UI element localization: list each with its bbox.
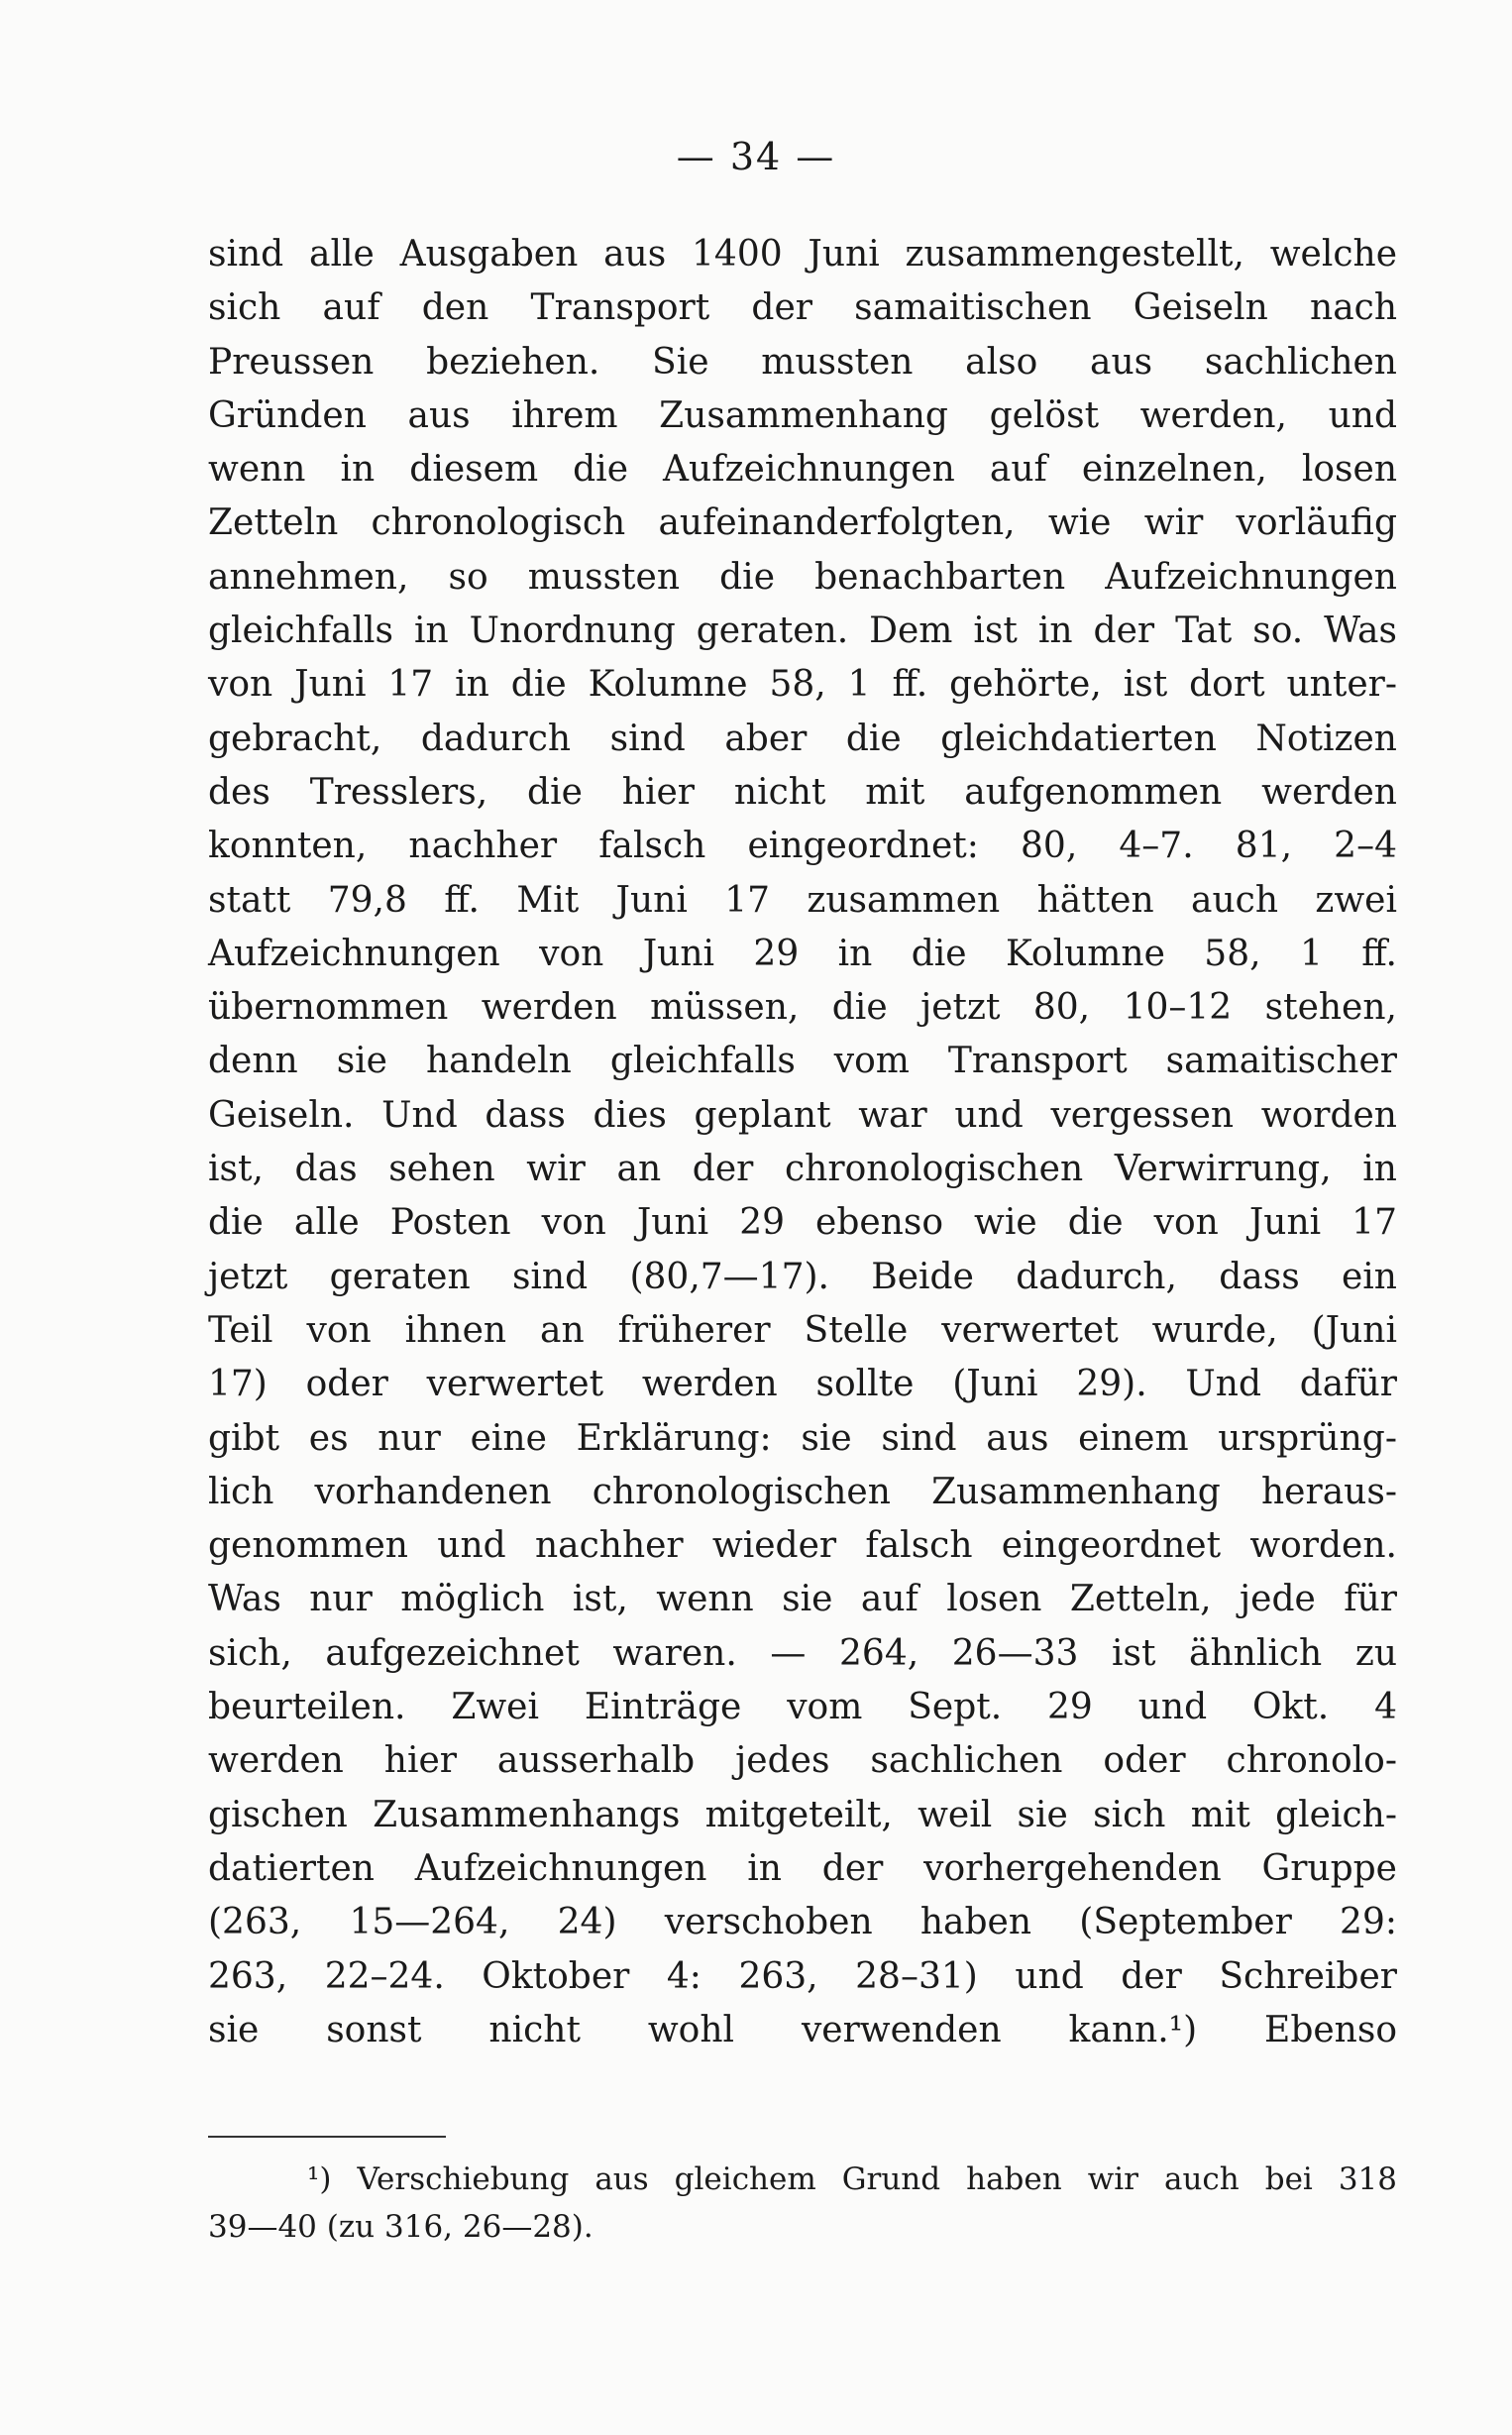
text-line: des Tresslers, die hier nicht mit aufgenommen werden — [208, 771, 1397, 813]
text-line: gleichfalls in Unordnung geraten. Dem ist in der Tat so. Was — [208, 610, 1397, 652]
text-line: Preussen beziehen. Sie mussten also aus sachlichen — [208, 341, 1397, 383]
footnote-line: 39—40 (zu 316, 26—28). — [208, 2209, 594, 2245]
text-line: werden hier ausserhalb jedes sachlichen oder chronolo- — [208, 1740, 1397, 1782]
text-line: sich auf den Transport der samaitischen Geiseln nach — [208, 287, 1397, 329]
text-line: sind alle Ausgaben aus 1400 Juni zusammengestellt, welche — [208, 234, 1397, 275]
text-line: annehmen, so mussten die benachbarten Aufzeichnungen — [208, 556, 1397, 598]
text-line: Zetteln chronologisch aufeinanderfolgten, wie wir vorläufig — [208, 502, 1397, 544]
text-line: sich, aufgezeichnet waren. — 264, 26—33 ist ähnlich zu — [208, 1632, 1397, 1674]
text-line: jetzt geraten sind (80,7—17). Beide dadurch, dass ein — [208, 1256, 1397, 1297]
text-line: denn sie handeln gleichfalls vom Transport samaitischer — [208, 1041, 1397, 1082]
text-line: 17) oder verwertet werden sollte (Juni 29). Und dafür — [208, 1364, 1397, 1405]
text-line: Teil von ihnen an früherer Stelle verwertet wurde, (Juni — [208, 1309, 1397, 1351]
text-line: lich vorhandenen chronologischen Zusammenhang heraus- — [208, 1471, 1397, 1512]
text-line: datierten Aufzeichnungen in der vorhergehenden Gruppe — [208, 1847, 1397, 1889]
text-line: konnten, nachher falsch eingeordnet: 80, 4–7. 81, 2–4 — [208, 826, 1397, 867]
text-line: Aufzeichnungen von Juni 29 in die Kolumne 58, 1 ff. — [208, 933, 1397, 974]
text-line: gischen Zusammenhangs mitgeteilt, weil sie sich mit gleich- — [208, 1794, 1397, 1835]
text-line: Geiseln. Und dass dies geplant war und vergessen worden — [208, 1094, 1397, 1136]
text-line: 263, 22–24. Oktober 4: 263, 28–31) und der Schreiber — [208, 1955, 1397, 1997]
text-line: sie sonst nicht wohl verwenden kann.¹) Ebenso — [208, 2009, 1397, 2050]
footnote-rule — [208, 2136, 446, 2138]
text-line: beurteilen. Zwei Einträge vom Sept. 29 und Okt. 4 — [208, 1687, 1397, 1728]
footnotes — [208, 2156, 1397, 2251]
text-line: Gründen aus ihrem Zusammenhang gelöst werden, und — [208, 394, 1397, 436]
text-line: übernommen werden müssen, die jetzt 80, 10–12 stehen, — [208, 987, 1397, 1029]
text-line: von Juni 17 in die Kolumne 58, 1 ff. gehörte, ist dort unter- — [208, 664, 1397, 706]
text-line: die alle Posten von Juni 29 ebenso wie die von Juni 17 — [208, 1202, 1397, 1244]
footnote-line: ¹) Verschiebung aus gleichem Grund haben wir auch bei 318 — [307, 2161, 1397, 2197]
text-line: genommen und nachher wieder falsch eingeordnet worden. — [208, 1525, 1397, 1567]
text-line: ist, das sehen wir an der chronologischen Verwirrung, in — [208, 1149, 1397, 1190]
text-line: statt 79,8 ff. Mit Juni 17 zusammen hätten auch zwei — [208, 879, 1397, 921]
text-line: gibt es nur eine Erklärung: sie sind aus einem ursprüng- — [208, 1417, 1397, 1459]
text-line: Was nur möglich ist, wenn sie auf losen Zetteln, jede für — [208, 1579, 1397, 1620]
page-number: — 34 — — [676, 135, 836, 178]
text-line: wenn in diesem die Aufzeichnungen auf einzelnen, losen — [208, 449, 1397, 491]
body-text — [208, 228, 1397, 2057]
text-line: gebracht, dadurch sind aber die gleichdatierten Notizen — [208, 718, 1397, 759]
text-line: (263, 15—264, 24) verschoben haben (September 29: — [208, 1902, 1397, 1943]
